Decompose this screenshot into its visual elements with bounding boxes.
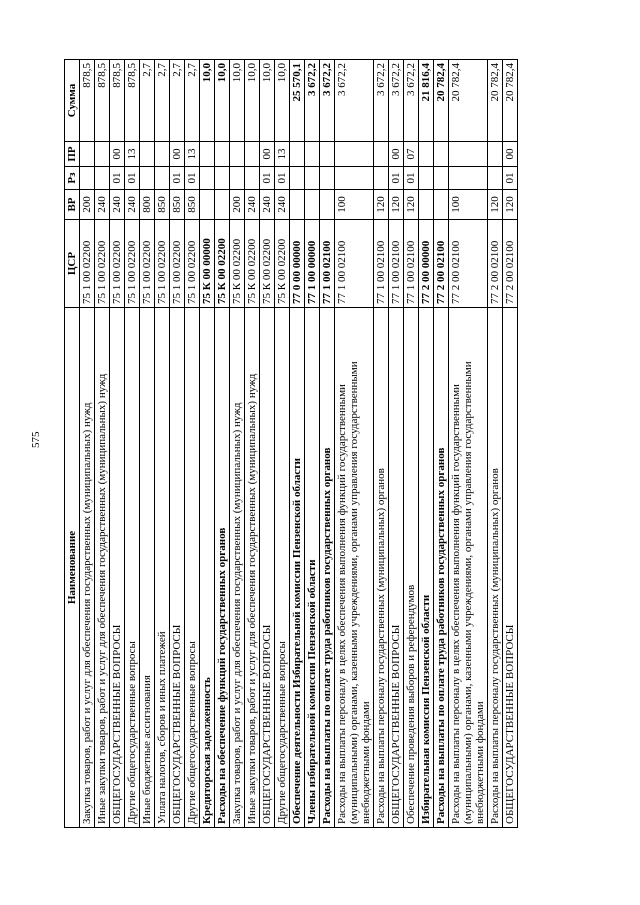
cell-sum: 20 782,4: [434, 60, 449, 142]
table-row: [140, 60, 155, 828]
cell-vr: [305, 190, 320, 220]
cell-csr: 75 К 00 02200: [215, 220, 230, 308]
cell-name: Обеспечение проведения выборов и референдумов: [404, 308, 419, 828]
cell-csr: 77 2 00 00000: [419, 220, 434, 308]
table-row: [449, 60, 488, 828]
cell-name: Иные закупки товаров, работ и услуг для обеспечения государственных (муниципальных) нужд: [245, 308, 260, 828]
cell-csr: 75 К 00 02200: [230, 220, 245, 308]
cell-name: Расходы на выплаты персоналу в целях обеспечения выполнения функций государственными (муниципальными) органами, казенными учреждениями, органами управления государственными внебюджетными фондами: [335, 308, 374, 828]
cell-csr: 75 1 00 02200: [125, 220, 140, 308]
cell-sum: 21 816,4: [419, 60, 434, 142]
header-pr: ПР: [65, 142, 80, 167]
cell-pr: [215, 142, 230, 167]
cell-name: Расходы на выплаты по оплате труда работников государственных органов: [434, 308, 449, 828]
cell-name: Другие общегосударственные вопросы: [125, 308, 140, 828]
table-row: [170, 60, 185, 828]
cell-csr: 77 1 00 02100: [389, 220, 404, 308]
cell-vr: 100: [449, 190, 488, 220]
cell-name: Закупка товаров, работ и услуг для обеспечения государственных (муниципальных) нужд: [230, 308, 245, 828]
table-row: [80, 60, 95, 828]
cell-name: Иные закупки товаров, работ и услуг для обеспечения государственных (муниципальных) нужд: [95, 308, 110, 828]
cell-csr: 75 К 00 02200: [260, 220, 275, 308]
cell-vr: 100: [335, 190, 374, 220]
cell-pr: 00: [170, 142, 185, 167]
table-row: [320, 60, 335, 828]
cell-name: ОБЩЕГОСУДАРСТВЕННЫЕ ВОПРОСЫ: [260, 308, 275, 828]
cell-rz: 01: [260, 167, 275, 190]
table-row: [488, 60, 503, 828]
table-row: [230, 60, 245, 828]
cell-vr: 240: [275, 190, 290, 220]
cell-rz: [95, 167, 110, 190]
header-vr: ВР: [65, 190, 80, 220]
cell-sum: 878,5: [80, 60, 95, 142]
cell-name: Расходы на обеспечение функций государственных органов: [215, 308, 230, 828]
cell-vr: 120: [389, 190, 404, 220]
table-row: [95, 60, 110, 828]
cell-rz: [200, 167, 215, 190]
cell-csr: 77 1 00 02100: [374, 220, 389, 308]
table-row: [290, 60, 305, 828]
cell-pr: [290, 142, 305, 167]
cell-rz: 01: [125, 167, 140, 190]
cell-pr: 00: [260, 142, 275, 167]
cell-vr: [215, 190, 230, 220]
cell-csr: 77 1 00 00000: [305, 220, 320, 308]
cell-rz: 01: [275, 167, 290, 190]
cell-rz: [449, 167, 488, 190]
cell-rz: [215, 167, 230, 190]
header-csr: ЦСР: [65, 220, 80, 308]
cell-pr: [449, 142, 488, 167]
cell-csr: 77 0 00 00000: [290, 220, 305, 308]
cell-sum: 3 672,2: [374, 60, 389, 142]
cell-name: Избирательная комиссия Пензенской области: [419, 308, 434, 828]
cell-csr: 77 2 00 02100: [449, 220, 488, 308]
cell-pr: [230, 142, 245, 167]
table-body: [80, 60, 518, 828]
cell-csr: 77 1 00 02100: [335, 220, 374, 308]
cell-csr: 77 2 00 02100: [503, 220, 518, 308]
table-row: [404, 60, 419, 828]
table-row: [125, 60, 140, 828]
cell-name: Иные бюджетные ассигнования: [140, 308, 155, 828]
cell-pr: [335, 142, 374, 167]
cell-vr: 120: [404, 190, 419, 220]
cell-vr: 240: [95, 190, 110, 220]
cell-vr: 120: [374, 190, 389, 220]
cell-pr: 13: [125, 142, 140, 167]
table-row: [374, 60, 389, 828]
cell-pr: 13: [275, 142, 290, 167]
cell-pr: [320, 142, 335, 167]
cell-sum: 2,7: [170, 60, 185, 142]
table-row: [200, 60, 215, 828]
cell-sum: 3 672,2: [305, 60, 320, 142]
cell-name: Другие общегосударственные вопросы: [275, 308, 290, 828]
cell-rz: 01: [110, 167, 125, 190]
cell-pr: [245, 142, 260, 167]
cell-rz: [305, 167, 320, 190]
cell-csr: 75 1 00 02200: [95, 220, 110, 308]
cell-name: Расходы на выплаты персоналу государственных (муниципальных) органов: [488, 308, 503, 828]
cell-vr: 850: [170, 190, 185, 220]
cell-pr: [80, 142, 95, 167]
cell-vr: 240: [110, 190, 125, 220]
cell-vr: [290, 190, 305, 220]
cell-rz: [335, 167, 374, 190]
cell-name: Расходы на выплаты персоналу государственных (муниципальных) органов: [374, 308, 389, 828]
cell-name: ОБЩЕГОСУДАРСТВЕННЫЕ ВОПРОСЫ: [110, 308, 125, 828]
cell-pr: 13: [185, 142, 200, 167]
cell-vr: 850: [185, 190, 200, 220]
header-rz: Рз: [65, 167, 80, 190]
cell-name: Другие общегосударственные вопросы: [185, 308, 200, 828]
table-row: [185, 60, 200, 828]
table-row: [275, 60, 290, 828]
cell-sum: 3 672,2: [404, 60, 419, 142]
cell-rz: 01: [404, 167, 419, 190]
cell-vr: [200, 190, 215, 220]
cell-rz: [245, 167, 260, 190]
cell-csr: 77 1 00 02100: [404, 220, 419, 308]
cell-name: Закупка товаров, работ и услуг для обеспечения государственных (муниципальных) нужд: [80, 308, 95, 828]
cell-sum: 2,7: [155, 60, 170, 142]
page-number: 575: [30, 431, 42, 448]
cell-pr: [419, 142, 434, 167]
cell-vr: 200: [230, 190, 245, 220]
cell-name: ОБЩЕГОСУДАРСТВЕННЫЕ ВОПРОСЫ: [503, 308, 518, 828]
cell-csr: 75 1 00 02200: [80, 220, 95, 308]
cell-rz: [419, 167, 434, 190]
cell-pr: [374, 142, 389, 167]
cell-pr: [200, 142, 215, 167]
cell-csr: 77 2 00 02100: [488, 220, 503, 308]
cell-rz: [290, 167, 305, 190]
cell-sum: 10,0: [200, 60, 215, 142]
cell-vr: [434, 190, 449, 220]
cell-vr: 240: [245, 190, 260, 220]
cell-sum: 878,5: [110, 60, 125, 142]
cell-name: Расходы на выплаты персоналу в целях обеспечения выполнения функций государственными (муниципальными) органами, казенными учреждениями, органами управления государственными внебюджетными фондами: [449, 308, 488, 828]
cell-csr: 75 1 00 02200: [185, 220, 200, 308]
cell-pr: 00: [110, 142, 125, 167]
cell-sum: 10,0: [230, 60, 245, 142]
cell-csr: 75 1 00 02200: [155, 220, 170, 308]
cell-name: ОБЩЕГОСУДАРСТВЕННЫЕ ВОПРОСЫ: [389, 308, 404, 828]
cell-vr: 800: [140, 190, 155, 220]
cell-sum: 25 570,1: [290, 60, 305, 142]
cell-rz: 01: [503, 167, 518, 190]
table-row: [389, 60, 404, 828]
cell-rz: 01: [389, 167, 404, 190]
table-header-row: [65, 60, 80, 828]
cell-name: Кредиторская задолженность: [200, 308, 215, 828]
cell-vr: [419, 190, 434, 220]
cell-sum: 10,0: [275, 60, 290, 142]
cell-name: Уплата налогов, сборов и иных платежей: [155, 308, 170, 828]
cell-name: Обеспечение деятельности Избирательной комиссии Пензенской области: [290, 308, 305, 828]
table-row: [434, 60, 449, 828]
cell-vr: [320, 190, 335, 220]
cell-pr: [488, 142, 503, 167]
cell-csr: 77 2 00 02100: [434, 220, 449, 308]
cell-sum: 20 782,4: [449, 60, 488, 142]
cell-csr: 75 К 00 02200: [245, 220, 260, 308]
cell-csr: 75 К 00 00000: [200, 220, 215, 308]
cell-csr: 75 1 00 02200: [140, 220, 155, 308]
cell-rz: [374, 167, 389, 190]
cell-pr: 07: [404, 142, 419, 167]
cell-pr: [434, 142, 449, 167]
cell-sum: 10,0: [260, 60, 275, 142]
cell-vr: 240: [260, 190, 275, 220]
cell-pr: 00: [389, 142, 404, 167]
cell-pr: [140, 142, 155, 167]
cell-rz: 01: [185, 167, 200, 190]
cell-sum: 2,7: [140, 60, 155, 142]
cell-rz: [230, 167, 245, 190]
cell-rz: [434, 167, 449, 190]
cell-csr: 75 1 00 02200: [110, 220, 125, 308]
cell-vr: 200: [80, 190, 95, 220]
cell-vr: 120: [503, 190, 518, 220]
cell-sum: 2,7: [185, 60, 200, 142]
cell-pr: [305, 142, 320, 167]
table-row: [503, 60, 518, 828]
cell-name: Расходы на выплаты по оплате труда работников государственных органов: [320, 308, 335, 828]
cell-sum: 3 672,2: [320, 60, 335, 142]
cell-rz: [140, 167, 155, 190]
rotated-page-content: [64, 60, 518, 828]
cell-rz: [80, 167, 95, 190]
cell-rz: [488, 167, 503, 190]
cell-rz: [320, 167, 335, 190]
cell-rz: [155, 167, 170, 190]
cell-vr: 240: [125, 190, 140, 220]
header-sum: Сумма: [65, 60, 80, 142]
cell-pr: 00: [503, 142, 518, 167]
header-name: Наименование: [65, 308, 80, 828]
cell-name: ОБЩЕГОСУДАРСТВЕННЫЕ ВОПРОСЫ: [170, 308, 185, 828]
cell-vr: 120: [488, 190, 503, 220]
cell-sum: 3 672,2: [389, 60, 404, 142]
budget-table: [64, 59, 518, 828]
cell-sum: 10,0: [215, 60, 230, 142]
cell-sum: 878,5: [125, 60, 140, 142]
cell-csr: 75 1 00 02200: [170, 220, 185, 308]
cell-pr: [155, 142, 170, 167]
table-row: [245, 60, 260, 828]
table-row: [335, 60, 374, 828]
table-row: [260, 60, 275, 828]
cell-csr: 77 1 00 02100: [320, 220, 335, 308]
cell-pr: [95, 142, 110, 167]
cell-name: Члены избирательной комиссии Пензенской области: [305, 308, 320, 828]
table-row: [155, 60, 170, 828]
cell-vr: 850: [155, 190, 170, 220]
cell-sum: 20 782,4: [488, 60, 503, 142]
cell-sum: 20 782,4: [503, 60, 518, 142]
cell-rz: 01: [170, 167, 185, 190]
table-row: [419, 60, 434, 828]
cell-sum: 10,0: [245, 60, 260, 142]
cell-sum: 3 672,2: [335, 60, 374, 142]
cell-csr: 75 К 00 02200: [275, 220, 290, 308]
table-row: [110, 60, 125, 828]
cell-sum: 878,5: [95, 60, 110, 142]
table-row: [305, 60, 320, 828]
table-row: [215, 60, 230, 828]
